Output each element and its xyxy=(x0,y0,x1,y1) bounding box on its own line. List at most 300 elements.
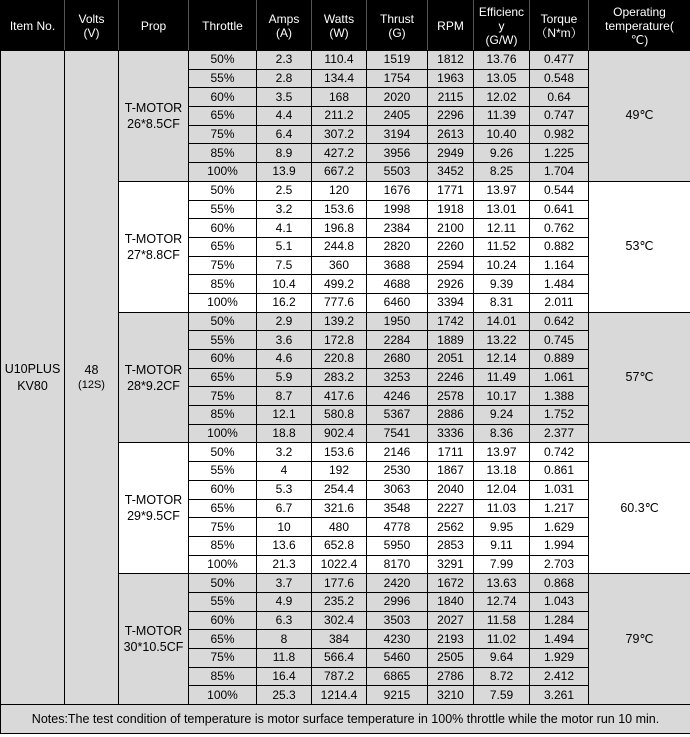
torque-cell: 1.043 xyxy=(530,592,589,611)
prop-text: T-MOTOR xyxy=(124,100,183,115)
throttle-cell: 85% xyxy=(189,144,257,163)
rpm-cell: 3394 xyxy=(428,293,474,312)
amps-cell: 3.6 xyxy=(257,331,312,350)
watts-cell: 902.4 xyxy=(312,424,367,443)
efficiency-cell: 9.24 xyxy=(474,406,530,425)
thrust-cell: 3688 xyxy=(367,256,428,275)
rpm-cell: 1867 xyxy=(428,462,474,481)
thrust-cell: 7541 xyxy=(367,424,428,443)
prop-text: T-MOTOR xyxy=(124,231,183,246)
torque-cell: 0.868 xyxy=(530,574,589,593)
thrust-cell: 1950 xyxy=(367,312,428,331)
efficiency-cell: 10.24 xyxy=(474,256,530,275)
prop-text: T-MOTOR xyxy=(124,493,183,508)
torque-cell: 2.377 xyxy=(530,424,589,443)
header-thrust xyxy=(367,1,428,51)
watts-cell: 254.4 xyxy=(312,480,367,499)
throttle-cell: 65% xyxy=(189,499,257,518)
torque-cell: 2.703 xyxy=(530,555,589,574)
efficiency-cell: 13.22 xyxy=(474,331,530,350)
header-watts xyxy=(312,1,367,51)
torque-cell: 1.061 xyxy=(530,368,589,387)
throttle-cell: 75% xyxy=(189,256,257,275)
torque-cell: 1.225 xyxy=(530,144,589,163)
torque-cell: 0.982 xyxy=(530,125,589,144)
amps-cell: 21.3 xyxy=(257,555,312,574)
efficiency-cell: 7.59 xyxy=(474,686,530,705)
rpm-cell: 2100 xyxy=(428,219,474,238)
torque-cell: 2.011 xyxy=(530,293,589,312)
efficiency-cell: 9.64 xyxy=(474,649,530,668)
throttle-cell: 55% xyxy=(189,200,257,219)
prop-text: 29*9.5CF xyxy=(127,509,180,524)
item-no-text: U10PLUS xyxy=(4,361,61,376)
torque-cell: 0.548 xyxy=(530,69,589,88)
amps-cell: 3.5 xyxy=(257,88,312,107)
throttle-cell: 65% xyxy=(189,237,257,256)
amps-cell: 13.9 xyxy=(257,163,312,182)
efficiency-cell: 8.36 xyxy=(474,424,530,443)
amps-cell: 5.1 xyxy=(257,237,312,256)
header-volts-text: (V) xyxy=(83,25,100,40)
thrust-cell: 4778 xyxy=(367,518,428,537)
torque-cell: 0.747 xyxy=(530,107,589,126)
rpm-cell: 2562 xyxy=(428,518,474,537)
efficiency-cell: 13.63 xyxy=(474,574,530,593)
amps-cell: 5.3 xyxy=(257,480,312,499)
header-throttle-text: Throttle xyxy=(202,18,243,33)
rpm-cell: 2051 xyxy=(428,350,474,369)
header-watts-text: Watts xyxy=(323,11,355,26)
throttle-cell: 65% xyxy=(189,107,257,126)
efficiency-cell: 13.76 xyxy=(474,51,530,70)
prop-cell xyxy=(119,574,189,705)
rpm-cell: 3291 xyxy=(428,555,474,574)
thrust-cell: 2996 xyxy=(367,592,428,611)
rpm-cell: 2594 xyxy=(428,256,474,275)
rpm-cell: 2115 xyxy=(428,88,474,107)
header-thrust-text: Thrust xyxy=(379,11,414,26)
efficiency-cell: 11.02 xyxy=(474,630,530,649)
throttle-cell: 60% xyxy=(189,350,257,369)
throttle-cell: 50% xyxy=(189,312,257,331)
temperature-cell: 53℃ xyxy=(589,181,690,312)
watts-cell: 1214.4 xyxy=(312,686,367,705)
amps-cell: 2.5 xyxy=(257,181,312,200)
efficiency-cell: 11.52 xyxy=(474,237,530,256)
watts-cell: 302.4 xyxy=(312,611,367,630)
rpm-cell: 2246 xyxy=(428,368,474,387)
throttle-cell: 85% xyxy=(189,536,257,555)
rpm-cell: 1812 xyxy=(428,51,474,70)
throttle-cell: 75% xyxy=(189,125,257,144)
temperature-cell: 60.3℃ xyxy=(589,443,690,574)
prop-text: T-MOTOR xyxy=(124,362,183,377)
throttle-cell: 60% xyxy=(189,480,257,499)
amps-cell: 13.6 xyxy=(257,536,312,555)
efficiency-cell: 11.03 xyxy=(474,499,530,518)
prop-cell xyxy=(119,312,189,443)
thrust-cell: 3194 xyxy=(367,125,428,144)
rpm-cell: 1918 xyxy=(428,200,474,219)
temperature-cell: 57℃ xyxy=(589,312,690,443)
amps-cell: 10 xyxy=(257,518,312,537)
efficiency-cell: 13.97 xyxy=(474,443,530,462)
volts-cell xyxy=(65,51,119,705)
watts-cell: 384 xyxy=(312,630,367,649)
torque-cell: 1.217 xyxy=(530,499,589,518)
efficiency-cell: 13.01 xyxy=(474,200,530,219)
throttle-cell: 55% xyxy=(189,462,257,481)
item-no-cell xyxy=(1,51,65,705)
thrust-cell: 6460 xyxy=(367,293,428,312)
amps-cell: 11.8 xyxy=(257,649,312,668)
throttle-cell: 50% xyxy=(189,181,257,200)
header-amps-text: Amps xyxy=(268,11,300,26)
watts-cell: 235.2 xyxy=(312,592,367,611)
throttle-cell: 100% xyxy=(189,555,257,574)
watts-cell: 211.2 xyxy=(312,107,367,126)
torque-cell: 1.994 xyxy=(530,536,589,555)
header-operating-temperature xyxy=(589,1,690,51)
header-rpm xyxy=(428,1,474,51)
header-efficiency-text: y xyxy=(498,18,505,33)
efficiency-cell: 12.14 xyxy=(474,350,530,369)
rpm-cell: 1771 xyxy=(428,181,474,200)
volts-cells: (12S) xyxy=(78,378,105,391)
throttle-cell: 65% xyxy=(189,630,257,649)
rpm-cell: 1963 xyxy=(428,69,474,88)
temperature-cell: 79℃ xyxy=(589,574,690,705)
thrust-cell: 9215 xyxy=(367,686,428,705)
header-operating-temperature-text: temperature( xyxy=(605,18,674,33)
prop-text: 28*9.2CF xyxy=(127,378,180,393)
torque-cell: 0.64 xyxy=(530,88,589,107)
efficiency-cell: 12.02 xyxy=(474,88,530,107)
throttle-cell: 60% xyxy=(189,88,257,107)
torque-cell: 0.882 xyxy=(530,237,589,256)
amps-cell: 2.8 xyxy=(257,69,312,88)
efficiency-cell: 12.04 xyxy=(474,480,530,499)
throttle-cell: 60% xyxy=(189,611,257,630)
prop-cell xyxy=(119,443,189,574)
thrust-cell: 8170 xyxy=(367,555,428,574)
thrust-cell: 3956 xyxy=(367,144,428,163)
efficiency-cell: 13.97 xyxy=(474,181,530,200)
table-row xyxy=(1,51,690,70)
header-efficiency-text: Efficienc xyxy=(478,4,525,19)
rpm-cell: 2027 xyxy=(428,611,474,630)
watts-cell: 283.2 xyxy=(312,368,367,387)
torque-cell: 1.388 xyxy=(530,387,589,406)
throttle-cell: 75% xyxy=(189,387,257,406)
torque-cell: 0.544 xyxy=(530,181,589,200)
efficiency-cell: 9.26 xyxy=(474,144,530,163)
header-operating-temperature-text: Operating xyxy=(613,4,666,19)
watts-cell: 168 xyxy=(312,88,367,107)
header-prop xyxy=(119,1,189,51)
watts-cell: 321.6 xyxy=(312,499,367,518)
amps-cell: 25.3 xyxy=(257,686,312,705)
efficiency-cell: 8.31 xyxy=(474,293,530,312)
torque-cell: 3.261 xyxy=(530,686,589,705)
torque-cell: 1.284 xyxy=(530,611,589,630)
rpm-cell: 2193 xyxy=(428,630,474,649)
throttle-cell: 85% xyxy=(189,406,257,425)
prop-text: T-MOTOR xyxy=(124,624,183,639)
amps-cell: 3.2 xyxy=(257,443,312,462)
watts-cell: 134.4 xyxy=(312,69,367,88)
torque-cell: 1.629 xyxy=(530,518,589,537)
throttle-cell: 100% xyxy=(189,686,257,705)
efficiency-cell: 12.11 xyxy=(474,219,530,238)
thrust-cell: 5460 xyxy=(367,649,428,668)
efficiency-cell: 14.01 xyxy=(474,312,530,331)
prop-cell xyxy=(119,181,189,312)
rpm-cell: 2040 xyxy=(428,480,474,499)
thrust-cell: 1754 xyxy=(367,69,428,88)
watts-cell: 1022.4 xyxy=(312,555,367,574)
watts-cell: 360 xyxy=(312,256,367,275)
amps-cell: 6.4 xyxy=(257,125,312,144)
amps-cell: 10.4 xyxy=(257,275,312,294)
table-header xyxy=(1,1,690,51)
amps-cell: 3.7 xyxy=(257,574,312,593)
amps-cell: 4.9 xyxy=(257,592,312,611)
throttle-cell: 50% xyxy=(189,51,257,70)
header-volts-text: Volts xyxy=(78,11,105,26)
amps-cell: 4.6 xyxy=(257,350,312,369)
header-prop-text: Prop xyxy=(140,18,167,33)
throttle-cell: 65% xyxy=(189,368,257,387)
efficiency-cell: 7.99 xyxy=(474,555,530,574)
thrust-cell: 2284 xyxy=(367,331,428,350)
thrust-cell: 2146 xyxy=(367,443,428,462)
header-amps xyxy=(257,1,312,51)
thrust-cell: 4246 xyxy=(367,387,428,406)
header-torque-text: Torque xyxy=(540,11,578,26)
watts-cell: 417.6 xyxy=(312,387,367,406)
amps-cell: 8 xyxy=(257,630,312,649)
thrust-cell: 3063 xyxy=(367,480,428,499)
rpm-cell: 2505 xyxy=(428,649,474,668)
watts-cell: 192 xyxy=(312,462,367,481)
thrust-cell: 2020 xyxy=(367,88,428,107)
header-volts xyxy=(65,1,119,51)
throttle-cell: 55% xyxy=(189,69,257,88)
efficiency-cell: 10.17 xyxy=(474,387,530,406)
watts-cell: 787.2 xyxy=(312,667,367,686)
thrust-cell: 4688 xyxy=(367,275,428,294)
efficiency-cell: 11.58 xyxy=(474,611,530,630)
header-efficiency xyxy=(474,1,530,51)
amps-cell: 3.2 xyxy=(257,200,312,219)
thrust-cell: 3253 xyxy=(367,368,428,387)
throttle-cell: 85% xyxy=(189,275,257,294)
torque-cell: 0.642 xyxy=(530,312,589,331)
torque-cell: 0.641 xyxy=(530,200,589,219)
torque-cell: 1.704 xyxy=(530,163,589,182)
torque-cell: 1.031 xyxy=(530,480,589,499)
thrust-cell: 2820 xyxy=(367,237,428,256)
header-rpm-text: RPM xyxy=(437,18,464,33)
rpm-cell: 1711 xyxy=(428,443,474,462)
watts-cell: 427.2 xyxy=(312,144,367,163)
thrust-cell: 6865 xyxy=(367,667,428,686)
amps-cell: 8.7 xyxy=(257,387,312,406)
table-body xyxy=(1,51,690,705)
header-thrust-text: (G) xyxy=(388,25,406,40)
watts-cell: 110.4 xyxy=(312,51,367,70)
watts-cell: 307.2 xyxy=(312,125,367,144)
efficiency-cell: 13.18 xyxy=(474,462,530,481)
torque-cell: 0.762 xyxy=(530,219,589,238)
torque-cell: 0.742 xyxy=(530,443,589,462)
watts-cell: 566.4 xyxy=(312,649,367,668)
header-efficiency-text: (G/W) xyxy=(485,32,518,47)
rpm-cell: 2786 xyxy=(428,667,474,686)
thrust-cell: 2420 xyxy=(367,574,428,593)
rpm-cell: 2227 xyxy=(428,499,474,518)
watts-cell: 220.8 xyxy=(312,350,367,369)
rpm-cell: 2886 xyxy=(428,406,474,425)
watts-cell: 196.8 xyxy=(312,219,367,238)
header-torque-text: （N*m） xyxy=(535,25,583,40)
thrust-cell: 5367 xyxy=(367,406,428,425)
torque-cell: 0.861 xyxy=(530,462,589,481)
torque-cell: 0.745 xyxy=(530,331,589,350)
amps-cell: 4 xyxy=(257,462,312,481)
prop-text: 27*8.8CF xyxy=(127,247,180,262)
rpm-cell: 2853 xyxy=(428,536,474,555)
amps-cell: 6.7 xyxy=(257,499,312,518)
torque-cell: 1.752 xyxy=(530,406,589,425)
amps-cell: 16.2 xyxy=(257,293,312,312)
efficiency-cell: 8.72 xyxy=(474,667,530,686)
thrust-cell: 1676 xyxy=(367,181,428,200)
thrust-cell: 1519 xyxy=(367,51,428,70)
efficiency-cell: 12.74 xyxy=(474,592,530,611)
rpm-cell: 2613 xyxy=(428,125,474,144)
amps-cell: 2.9 xyxy=(257,312,312,331)
watts-cell: 652.8 xyxy=(312,536,367,555)
efficiency-cell: 11.39 xyxy=(474,107,530,126)
efficiency-cell: 11.49 xyxy=(474,368,530,387)
prop-text: 30*10.5CF xyxy=(123,640,184,655)
temperature-cell: 49℃ xyxy=(589,51,690,182)
amps-cell: 2.3 xyxy=(257,51,312,70)
efficiency-cell: 10.40 xyxy=(474,125,530,144)
amps-cell: 18.8 xyxy=(257,424,312,443)
thrust-cell: 3503 xyxy=(367,611,428,630)
rpm-cell: 2949 xyxy=(428,144,474,163)
header-item-no xyxy=(1,1,65,51)
volts-value: 48 xyxy=(84,362,99,377)
rpm-cell: 3452 xyxy=(428,163,474,182)
throttle-cell: 50% xyxy=(189,443,257,462)
throttle-cell: 55% xyxy=(189,592,257,611)
watts-cell: 244.8 xyxy=(312,237,367,256)
watts-cell: 172.8 xyxy=(312,331,367,350)
throttle-cell: 50% xyxy=(189,574,257,593)
rpm-cell: 2260 xyxy=(428,237,474,256)
thrust-cell: 2680 xyxy=(367,350,428,369)
rpm-cell: 2578 xyxy=(428,387,474,406)
table-footer xyxy=(1,705,690,734)
header-row xyxy=(1,1,690,51)
throttle-cell: 100% xyxy=(189,163,257,182)
watts-cell: 120 xyxy=(312,181,367,200)
header-amps-text: (A) xyxy=(276,25,292,40)
torque-cell: 1.484 xyxy=(530,275,589,294)
amps-cell: 8.9 xyxy=(257,144,312,163)
watts-cell: 177.6 xyxy=(312,574,367,593)
efficiency-cell: 13.05 xyxy=(474,69,530,88)
thrust-cell: 4230 xyxy=(367,630,428,649)
notes: Notes:The test condition of temperature is motor surface temperature in 100% throttle while the motor run 10 min. xyxy=(1,705,690,734)
amps-cell: 4.1 xyxy=(257,219,312,238)
thrust-cell: 2405 xyxy=(367,107,428,126)
thrust-cell: 1998 xyxy=(367,200,428,219)
header-throttle xyxy=(189,1,257,51)
amps-cell: 5.9 xyxy=(257,368,312,387)
throttle-cell: 60% xyxy=(189,219,257,238)
rpm-cell: 1672 xyxy=(428,574,474,593)
efficiency-cell: 9.11 xyxy=(474,536,530,555)
item-no-text: KV80 xyxy=(17,378,48,393)
rpm-cell: 1889 xyxy=(428,331,474,350)
thrust-cell: 3548 xyxy=(367,499,428,518)
torque-cell: 0.889 xyxy=(530,350,589,369)
amps-cell: 6.3 xyxy=(257,611,312,630)
torque-cell: 1.929 xyxy=(530,649,589,668)
rpm-cell: 1840 xyxy=(428,592,474,611)
torque-cell: 1.494 xyxy=(530,630,589,649)
torque-cell: 1.164 xyxy=(530,256,589,275)
amps-cell: 7.5 xyxy=(257,256,312,275)
watts-cell: 777.6 xyxy=(312,293,367,312)
torque-cell: 2.412 xyxy=(530,667,589,686)
torque-cell: 0.477 xyxy=(530,51,589,70)
header-torque xyxy=(530,1,589,51)
throttle-cell: 100% xyxy=(189,293,257,312)
efficiency-cell: 8.25 xyxy=(474,163,530,182)
rpm-cell: 1742 xyxy=(428,312,474,331)
header-watts-text: (W) xyxy=(329,25,349,40)
watts-cell: 153.6 xyxy=(312,200,367,219)
thrust-cell: 5503 xyxy=(367,163,428,182)
throttle-cell: 55% xyxy=(189,331,257,350)
efficiency-cell: 9.39 xyxy=(474,275,530,294)
amps-cell: 4.4 xyxy=(257,107,312,126)
watts-cell: 499.2 xyxy=(312,275,367,294)
watts-cell: 580.8 xyxy=(312,406,367,425)
throttle-cell: 75% xyxy=(189,649,257,668)
watts-cell: 139.2 xyxy=(312,312,367,331)
thrust-cell: 2384 xyxy=(367,219,428,238)
watts-cell: 667.2 xyxy=(312,163,367,182)
header-item-no-text: Item No. xyxy=(9,18,56,33)
thrust-cell: 2530 xyxy=(367,462,428,481)
amps-cell: 12.1 xyxy=(257,406,312,425)
rpm-cell: 2296 xyxy=(428,107,474,126)
rpm-cell: 3210 xyxy=(428,686,474,705)
efficiency-cell: 9.95 xyxy=(474,518,530,537)
prop-text: 26*8.5CF xyxy=(127,116,180,131)
throttle-cell: 85% xyxy=(189,667,257,686)
watts-cell: 480 xyxy=(312,518,367,537)
header-operating-temperature-text: ℃) xyxy=(630,32,649,47)
